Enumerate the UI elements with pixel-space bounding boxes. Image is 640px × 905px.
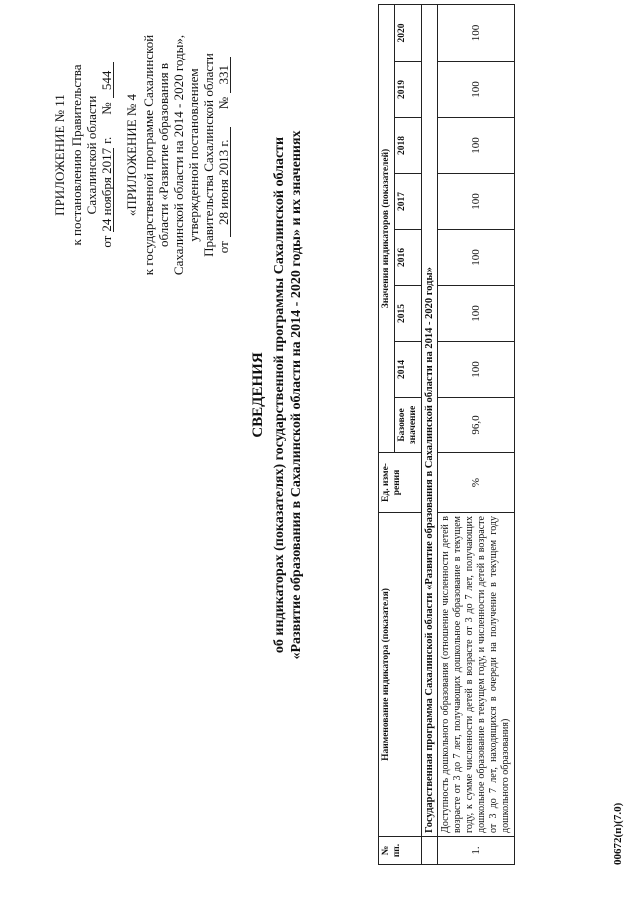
indicator-unit: % xyxy=(438,453,515,513)
year-suffix: г. xyxy=(99,136,114,144)
year-value: 100 xyxy=(438,118,515,174)
number-sign: № xyxy=(99,102,114,115)
program-title: Государственная программа Сахалинской области «Развитие образования в Сахалинской области на 2014 - 2020 годы» xyxy=(422,4,438,836)
orig-date-line xyxy=(216,5,231,305)
program-row xyxy=(422,4,438,864)
prog-line-2: области «Развитие образования в xyxy=(156,62,171,248)
header-row-1 xyxy=(379,4,395,864)
year-value: 100 xyxy=(438,174,515,230)
appendix-title: ПРИЛОЖЕНИЕ № 11 xyxy=(52,94,67,216)
orig-date: 28 июня 2013 г. xyxy=(217,127,231,237)
col-number-header: № пп. xyxy=(379,837,422,865)
title-line-1: об индикаторах (показателях) государственной программы Сахалинской области xyxy=(272,136,287,654)
decree-date: 24 ноября 2017 xyxy=(99,147,114,232)
from-prefix: от xyxy=(99,235,114,248)
year-value: 100 xyxy=(438,4,515,61)
year-value: 100 xyxy=(438,286,515,342)
prog-line-1: к государственной программе Сахалинской xyxy=(141,34,156,276)
orig-number-sign: № xyxy=(216,96,231,110)
region-line: Сахалинской области xyxy=(84,95,99,215)
indicator-name: Доступность дошкольного образования (отношение численности детей в возрасте от 3 до 7 лет, получающих дошкольное образование в текущем году, к сумме численности детей в возрасте от 3 до 7 лет, получающих дошкольное образование в текущем году, и численности детей в возрасте от 3 до 7 лет, находящихся в очереди на получение в текущем году дошкольного образования) xyxy=(438,513,515,837)
col-unit-header: Ед. изме-рения xyxy=(379,453,422,513)
appendix4-title: «ПРИЛОЖЕНИЕ № 4 xyxy=(124,93,139,217)
title-line-2: «Развитие образования в Сахалинской области на 2014 - 2020 годы» и их значениях xyxy=(289,130,304,660)
orig-number: 331 xyxy=(217,57,231,93)
decree-line: к постановлению Правительства xyxy=(69,64,84,246)
year-header: 2017 xyxy=(395,174,422,230)
year-header: 2019 xyxy=(395,62,422,118)
year-header: 2018 xyxy=(395,118,422,174)
year-header: 2020 xyxy=(395,4,422,61)
appendix-header xyxy=(52,5,231,305)
title-main: СВЕДЕНИЯ xyxy=(250,352,266,438)
row-number: 1. xyxy=(438,837,515,865)
col-values-header: Значения индикаторов (показателей) xyxy=(379,4,395,452)
orig-from: от xyxy=(216,241,231,254)
col-base-header: Базовое значение xyxy=(395,398,422,453)
table-row xyxy=(438,4,515,864)
gov-line: Правительства Сахалинской области xyxy=(201,53,216,257)
year-header: 2016 xyxy=(395,230,422,286)
approved-line: утвержденной постановлением xyxy=(186,68,201,242)
footer-code: 00672(п)(7.0) xyxy=(612,802,624,865)
decree-number: 544 xyxy=(100,62,114,98)
year-value: 100 xyxy=(438,230,515,286)
prog-line-3: Сахалинской области на 2014 - 2020 годы», xyxy=(171,34,186,276)
base-value: 96,0 xyxy=(438,398,515,453)
col-name-header: Наименование индикатора (показателя) xyxy=(379,513,422,837)
year-value: 100 xyxy=(438,342,515,398)
indicators-table xyxy=(378,4,515,865)
year-header: 2014 xyxy=(395,342,422,398)
decree-date-line xyxy=(99,5,114,305)
year-header: 2015 xyxy=(395,286,422,342)
document-title xyxy=(250,115,305,675)
year-value: 100 xyxy=(438,62,515,118)
